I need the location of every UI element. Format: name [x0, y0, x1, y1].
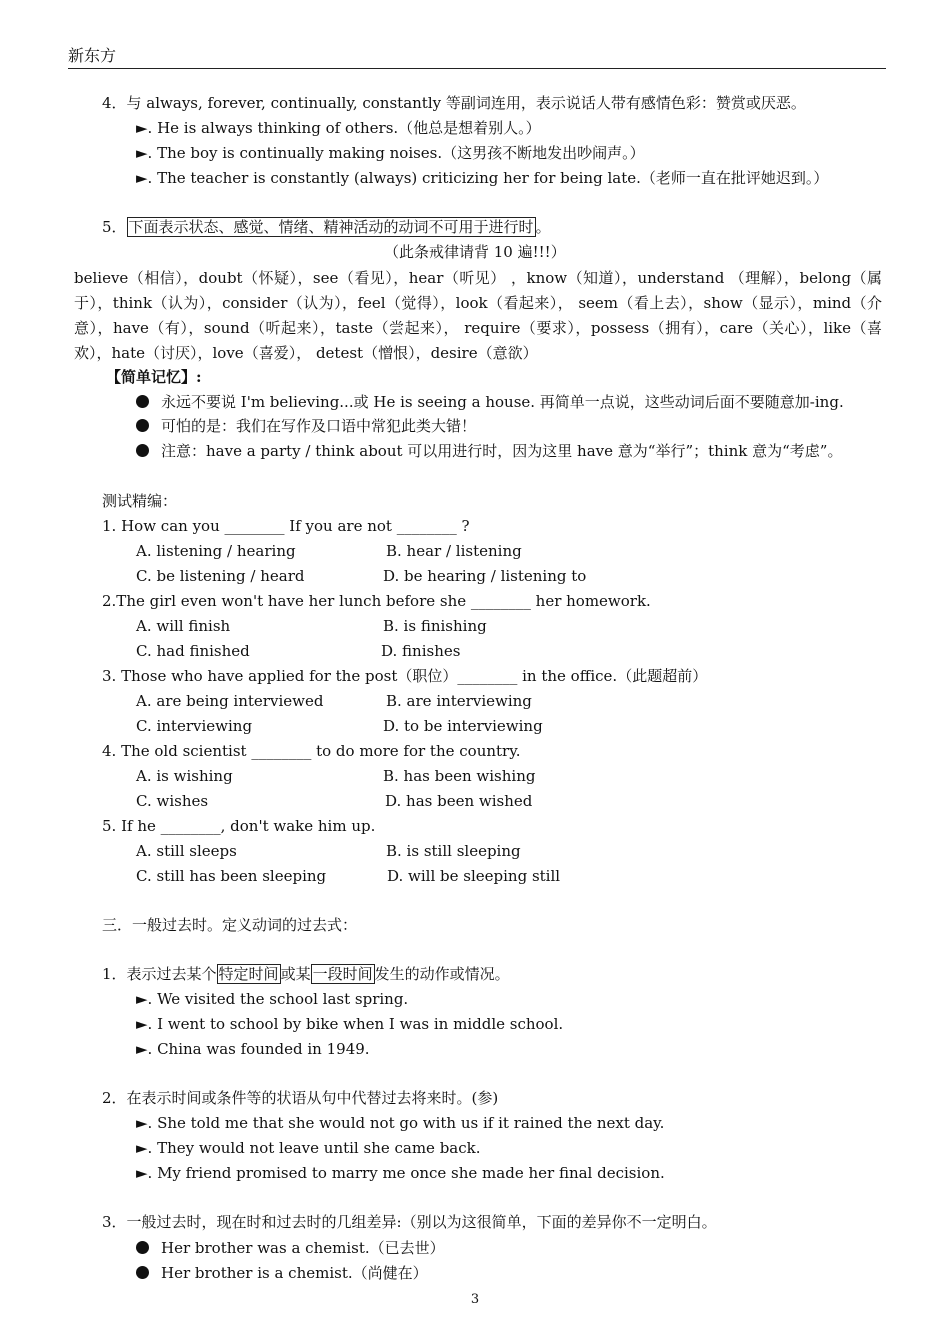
question: 2.The girl even won't have her lunch before she ________ her homework. — [102, 592, 651, 610]
bullet-icon — [136, 395, 149, 408]
section-3-title: 三．一般过去时。定义动词的过去式： — [102, 916, 358, 934]
bullet-icon — [136, 419, 149, 432]
example-line: ►. He is always thinking of others.（他总是想着别人。） — [136, 119, 541, 137]
stative-verb-list: believe（相信），doubt（怀疑），see（看见），hear（听见） ，know（知道），understand （理解），belong（属于），think（认为），consider（认为），feel（觉得），look（看起来）， seem（看上去），show（显示），mind（介意），have（有），sound（听起来），taste（尝起来）， require（要求），possess（拥有），care（关心），like（喜欢），hate（讨厌），love（喜爱）， detest（憎恨），desire（意欲） — [74, 269, 882, 362]
option: C. be listening / heard — [136, 567, 305, 585]
option: D. be hearing / listening to — [383, 567, 587, 585]
example-line: ►. She told me that she would not go with us if it rained the next day. — [136, 1114, 665, 1132]
boxed-term: 特定时间 — [218, 965, 279, 983]
option: A. listening / hearing — [136, 542, 296, 560]
option: A. are being interviewed — [136, 692, 324, 710]
boxed-rule: 下面表示状态、感觉、情绪、精神活动的动词不可用于进行时 — [128, 218, 534, 236]
question: 4. The old scientist ________ to do more for the country. — [102, 742, 521, 760]
option: D. to be interviewing — [383, 717, 543, 735]
page-header — [68, 46, 886, 69]
option: A. will finish — [136, 617, 231, 635]
memo-item: 可怕的是：我们在写作及口语中常犯此类大错！ — [136, 415, 476, 437]
option: D. will be sleeping still — [387, 867, 561, 885]
example-line: ►. The boy is continually making noises.（这男孩不断地发出吵闹声。） — [136, 144, 645, 162]
bullet-icon — [136, 1266, 149, 1279]
option: B. has been wishing — [383, 767, 536, 785]
point-3: 3．一般过去时，现在时和过去时的几组差异:（别以为这很简单，下面的差异你不一定明白。 — [102, 1213, 717, 1231]
example-line: ►. We visited the school last spring. — [136, 990, 409, 1008]
option: C. interviewing — [136, 717, 253, 735]
memo-title: 【简单记忆】: — [106, 368, 202, 386]
option: D. finishes — [381, 642, 461, 660]
example-line: ►. China was founded in 1949. — [136, 1040, 370, 1058]
test-title: 测试精编： — [102, 492, 178, 510]
memorize-note: （此条戒律请背 10 遍!!!） — [384, 243, 566, 261]
brand-name: 新东方 — [68, 46, 117, 65]
bullet-icon — [136, 444, 149, 457]
list-item: Her brother is a chemist.（尚健在） — [136, 1262, 428, 1284]
option: B. is finishing — [383, 617, 487, 635]
bullet-icon — [136, 1241, 149, 1254]
option: B. are interviewing — [386, 692, 532, 710]
point-2: 2．在表示时间或条件等的状语从句中代替过去将来时。(参) — [102, 1089, 499, 1107]
question: 1. How can you ________ If you are not ________ ? — [102, 517, 470, 535]
example-line: ►. The teacher is constantly (always) criticizing her for being late.（老师一直在批评她迟到。） — [136, 169, 829, 187]
point-1: 1．表示过去某个 特定时间 或某 一段时间 发生的动作或情况。 — [102, 965, 510, 983]
example-line: ►. I went to school by bike when I was in middle school. — [136, 1015, 564, 1033]
question: 3. Those who have applied for the post（职位）________ in the office.（此题超前） — [102, 667, 708, 685]
section-5-number: 5． — [102, 218, 127, 236]
section-5-title — [102, 216, 551, 238]
section-4-title: 4．与 always, forever, continually, constantly 等副词连用，表示说话人带有感情色彩：赞赏或厌恶。 — [102, 94, 806, 112]
option: C. had finished — [136, 642, 250, 660]
example-line: ►. They would not leave until she came back. — [136, 1139, 481, 1157]
option: B. is still sleeping — [386, 842, 521, 860]
page-number: 3 — [470, 1292, 480, 1307]
option: A. is wishing — [136, 767, 233, 785]
boxed-term: 一段时间 — [312, 965, 373, 983]
option: C. wishes — [136, 792, 209, 810]
option: A. still sleeps — [136, 842, 237, 860]
option: D. has been wished — [385, 792, 533, 810]
section-5-end: 。 — [535, 218, 551, 236]
memo-item: 永远不要说 I'm believing...或 He is seeing a house. 再简单一点说，这些动词后面不要随意加-ing. — [136, 391, 844, 413]
list-item: Her brother was a chemist.（已去世） — [136, 1237, 445, 1259]
memo-item: 注意：have a party / think about 可以用进行时，因为这里 have 意为“举行”；think 意为“考虑”。 — [136, 440, 842, 462]
question: 5. If he ________, don't wake him up. — [102, 817, 376, 835]
example-line: ►. My friend promised to marry me once she made her final decision. — [136, 1164, 665, 1182]
option: C. still has been sleeping — [136, 867, 327, 885]
option: B. hear / listening — [386, 542, 522, 560]
